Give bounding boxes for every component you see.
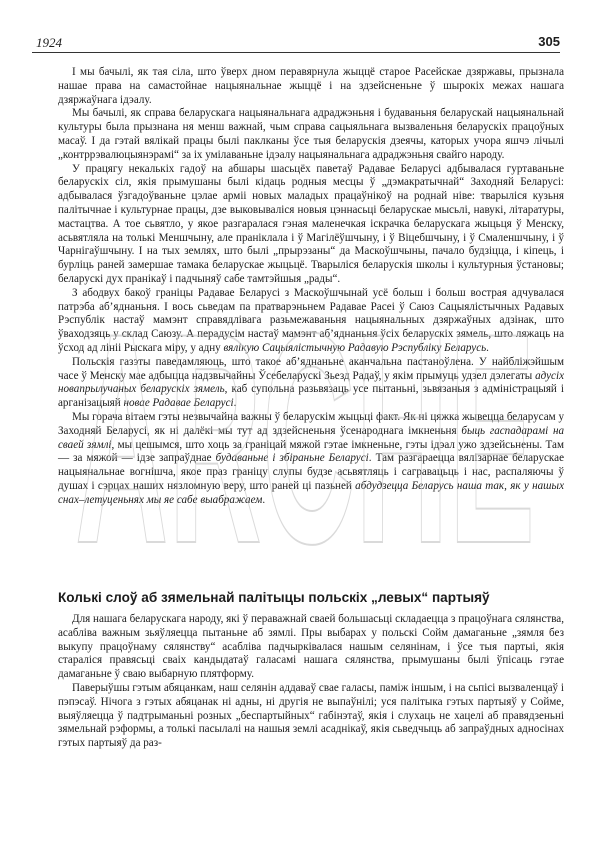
- paragraph: [58, 682, 564, 751]
- paragraph: [58, 287, 564, 356]
- text-run: . Там разгараецца вялізарнае беларускае нацыянальнае вогнішча, якое праз граніцу слупы будзе асьвятляць і сагравацьць і нас, распаляючы ў душах і сэрцах наших нязломную веру, што раней ці пазьней: [58, 452, 565, 492]
- paragraph: [58, 613, 564, 682]
- paragraph: [58, 163, 564, 287]
- paragraph: [58, 66, 564, 107]
- article-body-second: [58, 613, 564, 751]
- section-heading: Колькі слоў аб зямельнай палітыцы польскіх „левых“ партыяў: [58, 590, 490, 605]
- text-run: , каб супольна разьвязаць усе пытаньні, зьвязаныя з адміністрацыяй і арганізацыяй: [58, 383, 564, 410]
- text-run: Паверыўшы гэтым абяцанкам, наш селянін аддаваў свае галасы, паміж іншым, і на сьпісі вызваленцаў і пэпэсаў. Нічога з гэтых абяцанак ні адны, ні другія не выпаўнілі; уся палітыка гэтых партыяў у Сойме, выяўляецца ў падтрыманьні розных „беспартыйных“ габінэтаў, якія і слухаць не хацелі аб правядзеньні зямельнай рэформы, а толькі пасылалі на нашыя землі асаднікаў, якія сьведчыць аб запраўдных адносінах гэтых партыяў да раз-: [58, 681, 564, 750]
- paragraph: [58, 107, 564, 162]
- text-run: Для нашага беларускага народу, які ў пераважнай сваей большасьці складаецца з працоўнага сялянства, асабліва важным зьяўляецца пытаньне аб зямлі. Пры выбарах у польскі Сойм дамаганьне „зямля без выкупу працоўнаму сялянству“ асабліва падчырківалася нашым селянінам, і ўсе тыя партыі, якія стараліся правясьці сваіх кандыдатаў галасамі нашага сялянства, прымушаны былі ўпісаць гэтае дамаганьне ў сваю выбарную плятформу.: [58, 613, 564, 681]
- running-header: [32, 32, 560, 53]
- text-run: Мы горача вітаем гэты незвычайна важны ў беларускім жыцьці факт. Як ні цяжка жывецца беларусам у Заходняй Беларусі, як ні далёкі мы тут ад здзейсненьня ўсенароднага імкненьня: [58, 410, 564, 437]
- italic-text: вялікую Сацыялістычную Радавую Рэспубліку Беларусь: [223, 341, 487, 354]
- page-number: 305: [538, 34, 560, 49]
- text-run: Мы бачылі, як справа беларускага нацыянальнага адраджэньня і будаваньня беларускай нацыянальнай культуры была прызнана ня менш важнай, чым справа сацыяльнага вызваленьня беларускіх працоўных масаў. І да гэтай вялікай працы былі паклканы ўсе тыя беларускія дзеячы, каторых учора яшчэ лічылі „контррэвалюцыянэрамі“ за іх умілаваньне ідэалу нацыянальнага адраджэньня свайго народу.: [58, 107, 564, 161]
- paragraph: [58, 411, 564, 508]
- italic-text: абдудзецца Беларусь наша так, як у нашых снах–летуценьнях мы яе сабе выабражаем: [58, 479, 564, 506]
- text-run: З абодвух бакоў граніцы Радавае Беларусі з Маскоўшчынай усё больш і больш вострая адчувалася патрэба аб’яднаньня. І вось сьведам па пратварэньнем Радавае Расеі ў Саюз Сацыялістычных Радавых Рэспублік настаў мамэнт справядлівага разьмежаваньня нацыянальных дзяржаўных адзінак, што ўваходзяць у склад Саюзу. А перадусім настаў мамэнт аб’яднаньня ўсіх беларускіх зямель, што ляжаць на ўсход ад лініі Рыскага міру, у адну: [58, 286, 564, 354]
- text-run: .: [486, 341, 489, 354]
- running-header-year: 1924: [36, 35, 62, 50]
- italic-text: быць гаспадарамі на сваей зямлі: [58, 424, 565, 451]
- text-run: , мы цешымся, што хоць за граніцай мяжой гэтае імкненьне, гэты ідэал ужо здзейсьнены. Там — за мяжой — ідзе запраўднае: [58, 438, 564, 465]
- text-run: Польскія газэты паведамляюць, што такое аб’яднаньне аканчальна пастаноўлена. У найбліжэйшым часе ў Менску мае адбыцца надзвычайны Ўсебеларускі Зьезд Радаў, у якім прымуць удзел дэлегаты: [58, 355, 564, 382]
- text-run: У працягу некалькіх гадоў на абшары шасьцёх паветаў Радавае Беларусі адбывалася гуртаваньне беларускіх сіл, якія прымушаны былі кідаць родныя месцы ў „дэмакратычнай“ Заходняй Беларусі: адбывалася ўзгадоўваньне цэлае арміі новых маладых працаўнікоў на роднай ніве: тварыліся кузьня палітычнае і культурнае працы, дзе выковываліся новыя цэннасьці беларускае мысьлі, навукі, літаратуры, мастацтва. А тое сьвятло, у якое разгаралася гэная маленечкая іскрачка беларускага жыцьця ў Менску, асьвятляла на толькі Меншчыну, але праніклала і ў Магілёўшчыну, і ў Віцебшчыну, і ў Смаленшчыну, і ў Чарнігаўшчыну. І на тых землях, што былі „прырэзаны“ да Маскоўшчыны, пачало будзіцца, і кіпець, і бурліць раней замершае тамака беларускае жыцьцё. Тварыліся беларускія школы і культурныя ўстановы; беларускі дух пранікаў і падчыняў сабе тамтэйшыя „рады“.: [58, 162, 564, 285]
- text-run: .: [233, 397, 237, 410]
- text-run: І мы бачылі, як тая сіла, што ўверх дном перавярнула жыццё старое Расейскае дзяржавы, прызнала нашае права на самастойнае нацыянальнае жыццё і на здзейсненьне ў шырокіх межах нашага дзяржаўнага ідэалу.: [58, 66, 564, 106]
- article-body: [58, 66, 564, 508]
- italic-text: адусіх новапрылучаных беларускіх зямель: [58, 369, 564, 396]
- text-run: .: [262, 493, 266, 506]
- italic-text: новае Радавае Беларусі: [123, 397, 234, 410]
- paragraph: [58, 356, 564, 411]
- italic-text: будаваньне і збіраньне Беларусі: [215, 452, 369, 465]
- watermark-text: ARCHE: [75, 270, 535, 592]
